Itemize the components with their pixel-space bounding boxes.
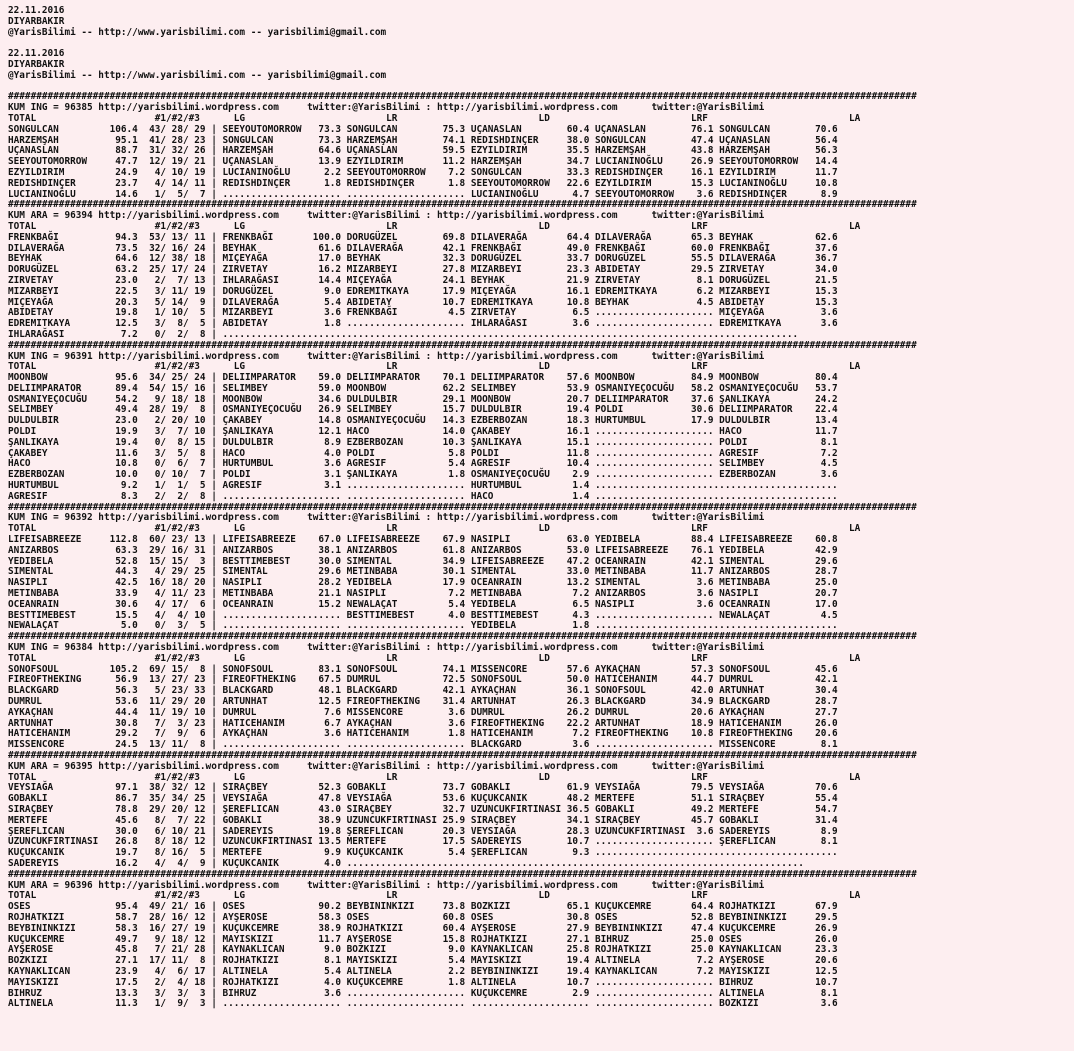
report-line: ANIZARBOS 63.3 29/ 16/ 31 | ANIZARBOS 38.1 ANIZARBOS 61.8 ANIZARBOS 53.0 LIFEISABREEZE 76.1 YEDIBELA 42.9 — [8, 544, 838, 556]
report-line: ŞANLIKAYA 19.4 0/ 8/ 15 | DULDULBIR 8.9 EZBERBOZAN 10.3 ŞANLIKAYA 15.1 ..................... POLDI 8.1 — [8, 436, 838, 448]
report-line: TOTAL #1/#2/#3 LG LR LD LRF LA — [8, 890, 861, 902]
report-line: KUM ING = 96385 http://yarisbilimi.wordpress.com twitter:@YarisBilimi : http://yarisbilimi.wordpress.com twitter:@YarisBilimi — [8, 102, 765, 114]
report-line: MIZARBEYI 22.5 3/ 11/ 19 | DORUGÜZEL 9.0 EDREMITKAYA 17.9 MIÇEYAĞA 16.1 EDREMITKAYA 6.2 MIZARBEYI 15.3 — [8, 285, 838, 297]
report-line: BEYBININKIZI 58.3 16/ 27/ 19 | KUÇUKCEMRE 38.9 ROJHATKIZI 60.4 AYŞEROSE 27.9 BEYBININKIZI 47.4 KUÇUKCEMRE 26.9 — [8, 922, 838, 934]
report-line: MIÇEYAĞA 20.3 5/ 14/ 9 | DILAVERAĞA 5.4 ABIDETAY 10.7 EDREMITKAYA 10.8 BEYHAK 4.5 ABIDETAY 15.3 — [8, 296, 838, 308]
report-line: TOTAL #1/#2/#3 LG LR LD LRF LA — [8, 220, 861, 232]
report-line: METINBABA 33.9 4/ 11/ 23 | METINBABA 21.1 NASIPLI 7.2 METINBABA 7.2 ANIZARBOS 3.6 NASIPLI 20.7 — [8, 588, 838, 600]
report-line: GOBAKLI 86.7 35/ 34/ 25 | VEYSIAĞA 47.8 VEYSIAĞA 53.6 KUÇUKCANIK 48.2 MERTEFE 51.1 SIRAÇBEY 55.4 — [8, 793, 838, 805]
report-line: OSES 95.4 49/ 21/ 16 | OSES 90.2 BEYBININKIZI 73.8 BOZKIZI 65.1 KUÇUKCEMRE 64.4 ROJHATKIZI 67.9 — [8, 901, 838, 913]
report-line: KUÇUKCEMRE 49.7 9/ 18/ 12 | MAYISKIZI 11.7 AYŞEROSE 15.8 ROJHATKIZI 27.1 BIHRUZ 25.0 OSES 26.0 — [8, 933, 838, 945]
report-line: SIMENTAL 44.3 4/ 29/ 25 | SIMENTAL 29.6 METINBABA 30.1 SIMENTAL 33.0 METINBABA 11.7 ANIZARBOS 28.7 — [8, 566, 838, 578]
report-line: ALTINELA 11.3 1/ 9/ 3 | ..................... ..................... ..................... ..................... BOZKIZI 3.6 — [8, 998, 838, 1010]
report-line: YEDIBELA 52.8 15/ 15/ 3 | BESTTIMEBEST 30.0 SIMENTAL 34.9 LIFEISABREEZE 47.2 OCEANRAIN 42.1 SIMENTAL 29.6 — [8, 555, 838, 567]
report-line: AYŞEROSE 45.8 7/ 21/ 28 | KAYNAKLICAN 9.0 BOZKIZI 9.0 KAYNAKLICAN 25.8 ROJHATKIZI 25.0 KAYNAKLICAN 23.3 — [8, 944, 838, 956]
report-line: LIFEISABREEZE 112.8 60/ 23/ 13 | LIFEISABREEZE 67.0 LIFEISABREEZE 67.9 NASIPLI 63.0 YEDIBELA 88.4 LIFEISABREEZE 60.8 — [8, 534, 838, 546]
report-line: KUM ARA = 96394 http://yarisbilimi.wordpress.com twitter:@YarisBilimi : http://yarisbilimi.wordpress.com twitter:@YarisBilimi — [8, 210, 765, 222]
report-line: KUÇUKCANIK 19.7 8/ 16/ 5 | MERTEFE 9.9 KUÇUKCANIK 5.4 ŞEREFLICAN 9.3 ........................................... — [8, 847, 838, 859]
report-line: HARZEMŞAH 95.1 41/ 28/ 23 | SONGULCAN 73.3 HARZEMŞAH 74.1 REDISHDINÇER 38.0 SONGULCAN 47.4 UÇANASLAN 56.4 — [8, 134, 838, 146]
report-line: HACO 10.8 0/ 6/ 7 | HURTUMBUL 3.6 AGRESIF 5.4 AGRESIF 10.4 ..................... SELIMBEY 4.5 — [8, 458, 838, 470]
report-line: TOTAL #1/#2/#3 LG LR LD LRF LA — [8, 523, 861, 535]
report-line: ÇAKABEY 11.6 3/ 5/ 8 | HACO 4.0 POLDI 5.8 POLDI 11.8 ..................... AGRESIF 7.2 — [8, 447, 838, 459]
report-line: DUMRUL 53.6 11/ 29/ 20 | ARTUNHAT 12.5 FIREOFTHEKING 31.4 ARTUNHAT 26.3 BLACKGARD 34.9 BLACKGARD 28.7 — [8, 696, 838, 707]
report-line: SONGULCAN 106.4 43/ 28/ 29 | SEEYOUTOMORROW 73.3 SONGULCAN 75.3 UÇANASLAN 60.4 UÇANASLAN 76.1 SONGULCAN 70.6 — [8, 123, 838, 135]
report-line: DELIIMPARATOR 89.4 54/ 15/ 16 | SELIMBEY 59.0 MOONBOW 62.2 SELIMBEY 53.9 OSMANIYEÇOCUĞU 58.2 OSMANIYEÇOCUĞU 53.7 — [8, 382, 838, 394]
report-line: UÇANASLAN 88.7 31/ 32/ 26 | HARZEMŞAH 64.6 UÇANASLAN 59.5 EZYILDIRIM 35.5 HARZEMŞAH 43.8 HARZEMŞAH 56.3 — [8, 145, 838, 157]
report-line: SELIMBEY 49.4 28/ 19/ 8 | OSMANIYEÇOCUĞU 26.9 SELIMBEY 15.7 DULDULBIR 19.4 POLDI 30.6 DELIIMPARATOR 22.4 — [8, 404, 838, 416]
report-line: 22.11.2016 — [8, 5, 65, 16]
report-line: ################################################################################################################################################################# — [8, 501, 917, 513]
report-line: @YarisBilimi -- http://www.yarisbilimi.com -- yarisbilimi@gmail.com — [8, 26, 387, 38]
report-line: POLDI 19.9 3/ 7/ 10 | ŞANLIKAYA 12.1 HACO 14.0 ÇAKABEY 16.1 ..................... HACO 11.7 — [8, 426, 838, 438]
report-line: BESTTIMEBEST 15.5 4/ 4/ 10 | ..................... BESTTIMEBEST 4.0 BESTTIMEBEST 4.3 ..................... NEWALAÇAT 4.5 — [8, 609, 838, 621]
report-line: MERTEFE 45.6 8/ 7/ 22 | GOBAKLI 38.9 UZUNCUKFIRTINASI 25.9 SIRAÇBEY 34.1 SIRAÇBEY 45.7 GOBAKLI 31.4 — [8, 814, 838, 826]
report-line: KUM ING = 96391 http://yarisbilimi.wordpress.com twitter:@YarisBilimi : http://yarisbilimi.wordpress.com twitter:@YarisBilimi — [8, 350, 765, 362]
report-line: MAYISKIZI 17.5 2/ 4/ 18 | ROJHATKIZI 4.0 KUÇUKCEMRE 1.8 ALTINELA 10.7 ..................... BIHRUZ 10.7 — [8, 976, 838, 988]
report-line: UZUNCUKFIRTINASI 26.8 8/ 18/ 12 | UZUNCUKFIRTINASI 13.5 MERTEFE 17.5 SADEREYIS 10.7 ..................... ŞEREFLICAN 8.1 — [8, 836, 838, 848]
report-line: DIYARBAKIR — [8, 15, 65, 27]
report-line: @YarisBilimi -- http://www.yarisbilimi.com -- yarisbilimi@gmail.com — [8, 69, 387, 81]
report-line: BIHRUZ 13.3 3/ 3/ 3 | BIHRUZ 3.6 ..................... KUÇUKCEMRE 2.9 ..................... ALTINELA 8.1 — [8, 987, 838, 999]
report-line: BLACKGARD 56.3 5/ 23/ 33 | BLACKGARD 48.1 BLACKGARD 42.1 AYKAÇHAN 36.1 SONOFSOUL 42.0 ARTUNHAT 30.4 — [8, 685, 838, 697]
report-line: ARTUNHAT 30.8 7/ 3/ 23 | HATICEHANIM 6.7 AYKAÇHAN 3.6 FIREOFTHEKING 22.2 ARTUNHAT 18.9 HATICEHANIM 26.0 — [8, 717, 838, 729]
report-line: VEYSIAĞA 97.1 38/ 32/ 12 | SIRAÇBEY 52.3 GOBAKLI 73.7 GOBAKLI 61.9 VEYSIAĞA 79.5 VEYSIAĞA 70.6 — [8, 782, 838, 794]
report-line: DILAVERAĞA 73.5 32/ 16/ 24 | BEYHAK 61.6 DILAVERAĞA 42.1 FRENKBAĞI 49.0 FRENKBAĞI 60.0 FRENKBAĞI 37.6 — [8, 242, 838, 254]
report-line: ABIDETAY 19.8 1/ 10/ 5 | MIZARBEYI 3.6 FRENKBAĞI 4.5 ZIRVETAY 6.5 ..................... MIÇEYAĞA 3.6 — [8, 307, 838, 319]
report-line: IHLARAĞASI 7.2 0/ 2/ 8 | ...................................................................................................... — [8, 328, 799, 340]
report-line: FRENKBAĞI 94.3 53/ 13/ 11 | FRENKBAĞI 100.0 DORUGÜZEL 69.8 DILAVERAĞA 64.4 DILAVERAĞA 65.3 BEYHAK 62.6 — [8, 231, 838, 243]
report-line: ################################################################################################################################################################# — [8, 749, 917, 761]
report-line: REDISHDINÇER 23.7 4/ 14/ 11 | REDISHDINÇER 1.8 REDISHDINÇER 1.8 SEEYOUTOMORROW 22.6 EZYILDIRIM 15.3 LUCIANINOĞLU 10.8 — [8, 177, 838, 189]
report-line: EZBERBOZAN 10.0 0/ 10/ 7 | POLDI 3.1 ŞANLIKAYA 1.8 OSMANIYEÇOCUĞU 2.9 ..................... EZBERBOZAN 3.6 — [8, 469, 838, 481]
report-line — [8, 38, 1074, 49]
report-line: ################################################################################################################################################################# — [8, 91, 917, 103]
report-line: KUM ING = 96392 http://yarisbilimi.wordpress.com twitter:@YarisBilimi : http://yarisbilimi.wordpress.com twitter:@YarisBilimi — [8, 512, 765, 524]
report-line: HATICEHANIM 29.2 7/ 9/ 6 | AYKAÇHAN 3.6 HATICEHANIM 1.8 HATICEHANIM 7.2 FIREOFTHEKING 10.8 FIREOFTHEKING 20.6 — [8, 728, 838, 740]
report-line: SEEYOUTOMORROW 47.7 12/ 19/ 21 | UÇANASLAN 13.9 EZYILDIRIM 11.2 HARZEMŞAH 34.7 LUCIANINOĞLU 26.9 SEEYOUTOMORROW 14.4 — [8, 156, 838, 168]
report-line: MISSENCORE 24.5 13/ 11/ 8 | ..................... ..................... BLACKGARD 3.6 ..................... MISSENCORE 8.1 — [8, 739, 838, 751]
report-line: DIYARBAKIR — [8, 58, 65, 70]
report-line: OSMANIYEÇOCUĞU 54.2 9/ 18/ 18 | MOONBOW 34.6 DULDULBIR 29.1 MOONBOW 20.7 DELIIMPARATOR 37.6 ŞANLIKAYA 24.2 — [8, 393, 838, 405]
report-line: KUM ING = 96384 http://yarisbilimi.wordpress.com twitter:@YarisBilimi : http://yarisbilimi.wordpress.com twitter:@YarisBilimi — [8, 642, 765, 654]
report-line: SIRAÇBEY 78.8 29/ 20/ 12 | ŞEREFLICAN 43.0 SIRAÇBEY 32.7 UZUNCUKFIRTINASI 36.5 GOBAKLI 49.2 MERTEFE 54.7 — [8, 803, 838, 815]
report-line: TOTAL #1/#2/#3 LG LR LD LRF LA — [8, 771, 861, 783]
report-line: SADEREYIS 16.2 4/ 4/ 9 | KUÇUKCANIK 4.0 ................................................................................. — [8, 857, 804, 869]
report-line: ################################################################################################################################################################# — [8, 339, 917, 351]
report-line: DULDULBIR 23.0 2/ 20/ 10 | ÇAKABEY 14.8 OSMANIYEÇOCUĞU 14.3 EZBERBOZAN 18.3 HURTUMBUL 17.9 DULDULBIR 13.4 — [8, 415, 838, 427]
report-line: TOTAL #1/#2/#3 LG LR LD LRF LA — [8, 652, 861, 664]
report-line: ################################################################################################################################################################# — [8, 868, 917, 880]
report-line: KUM ARA = 96395 http://yarisbilimi.wordpress.com twitter:@YarisBilimi : http://yarisbilimi.wordpress.com twitter:@YarisBilimi — [8, 760, 765, 772]
report-line: BEYHAK 64.6 12/ 38/ 18 | MIÇEYAĞA 17.0 BEYHAK 32.3 DORUGÜZEL 33.7 DORUGÜZEL 55.5 DILAVERAĞA 36.7 — [8, 253, 838, 265]
report-line: ROJHATKIZI 58.7 28/ 16/ 12 | AYŞEROSE 58.3 OSES 60.8 OSES 30.8 OSES 52.8 BEYBININKIZI 29.5 — [8, 911, 838, 923]
report-line: TOTAL #1/#2/#3 LG LR LD LRF LA — [8, 112, 861, 124]
report-line: EDREMITKAYA 12.5 3/ 8/ 5 | ABIDETAY 1.8 ..................... IHLARAĞASI 3.6 ..................... EDREMITKAYA 3.6 — [8, 318, 838, 330]
report-line: DORUGÜZEL 63.2 25/ 17/ 24 | ZIRVETAY 16.2 MIZARBEYI 27.8 MIZARBEYI 23.3 ABIDETAY 29.5 ZIRVETAY 34.0 — [8, 264, 838, 276]
report-line: MOONBOW 95.6 34/ 25/ 24 | DELIIMPARATOR 59.0 DELIIMPARATOR 70.1 DELIIMPARATOR 57.6 MOONBOW 84.9 MOONBOW 80.4 — [8, 372, 838, 384]
report-line: EZYILDIRIM 24.9 4/ 10/ 19 | LUCIANINOĞLU 2.2 SEEYOUTOMORROW 7.2 SONGULCAN 33.3 REDISHDINÇER 16.1 EZYILDIRIM 11.7 — [8, 166, 838, 178]
report-line: BOZKIZI 27.1 17/ 11/ 8 | ROJHATKIZI 8.1 MAYISKIZI 5.4 MAYISKIZI 19.4 ALTINELA 7.2 AYŞEROSE 20.6 — [8, 955, 838, 967]
report-line: LUCIANINOĞLU 14.6 1/ 5/ 7 | ..................... ..................... LUCIANINOĞLU 4.7 SEEYOUTOMORROW 3.6 REDISHDINÇER 8.9 — [8, 188, 838, 200]
report-line: KUM ARA = 96396 http://yarisbilimi.wordpress.com twitter:@YarisBilimi : http://yarisbilimi.wordpress.com twitter:@YarisBilimi — [8, 879, 765, 891]
report-line: ZIRVETAY 23.0 2/ 7/ 13 | IHLARAĞASI 14.4 MIÇEYAĞA 24.1 BEYHAK 21.9 ZIRVETAY 8.1 DORUGÜZEL 21.5 — [8, 274, 838, 286]
report-line: AYKAÇHAN 44.4 11/ 19/ 10 | DUMRUL 7.6 MISSENCORE 3.6 DUMRUL 26.2 DUMRUL 20.6 AYKAÇHAN 27.7 — [8, 706, 838, 718]
report-line: FIREOFTHEKING 56.9 13/ 27/ 23 | FIREOFTHEKING 67.5 DUMRUL 72.5 SONOFSOUL 50.0 HATICEHANIM 44.7 DUMRUL 42.1 — [8, 674, 838, 686]
report-line: ################################################################################################################################################################# — [8, 199, 917, 211]
report-line: 22.11.2016 — [8, 48, 65, 60]
report-line: ŞEREFLICAN 30.0 6/ 10/ 21 | SADEREYIS 19.8 ŞEREFLICAN 20.3 VEYSIAĞA 28.3 UZUNCUKFIRTINASI 3.6 SADEREYIS 8.9 — [8, 825, 838, 837]
report-line: HURTUMBUL 9.2 1/ 1/ 5 | AGRESIF 3.1 ..................... HURTUMBUL 1.4 ........................................... — [8, 480, 838, 492]
report-line: SONOFSOUL 105.2 69/ 15/ 8 | SONOFSOUL 83.1 SONOFSOUL 74.1 MISSENCORE 57.6 AYKAÇHAN 57.3 SONOFSOUL 45.6 — [8, 663, 838, 675]
report-line: NASIPLI 42.5 16/ 18/ 20 | NASIPLI 28.2 YEDIBELA 17.9 OCEANRAIN 13.2 SIMENTAL 3.6 METINBABA 25.0 — [8, 577, 838, 589]
report-line: KAYNAKLICAN 23.9 4/ 6/ 17 | ALTINELA 5.4 ALTINELA 2.2 BEYBININKIZI 19.4 KAYNAKLICAN 7.2 MAYISKIZI 12.5 — [8, 965, 838, 977]
report-line: AGRESIF 8.3 2/ 2/ 8 | ..................... ..................... HACO 1.4 ........................................... — [8, 490, 838, 502]
report-line: NEWALAÇAT 5.0 0/ 3/ 5 | ..................... ..................... YEDIBELA 1.8 ........................................... — [8, 620, 838, 632]
report-line: TOTAL #1/#2/#3 LG LR LD LRF LA — [8, 361, 861, 373]
report-line: ################################################################################################################################################################# — [8, 631, 917, 643]
report-line: OCEANRAIN 30.6 4/ 17/ 6 | OCEANRAIN 15.2 NEWALAÇAT 5.4 YEDIBELA 6.5 NASIPLI 3.6 OCEANRAIN 17.0 — [8, 598, 838, 610]
